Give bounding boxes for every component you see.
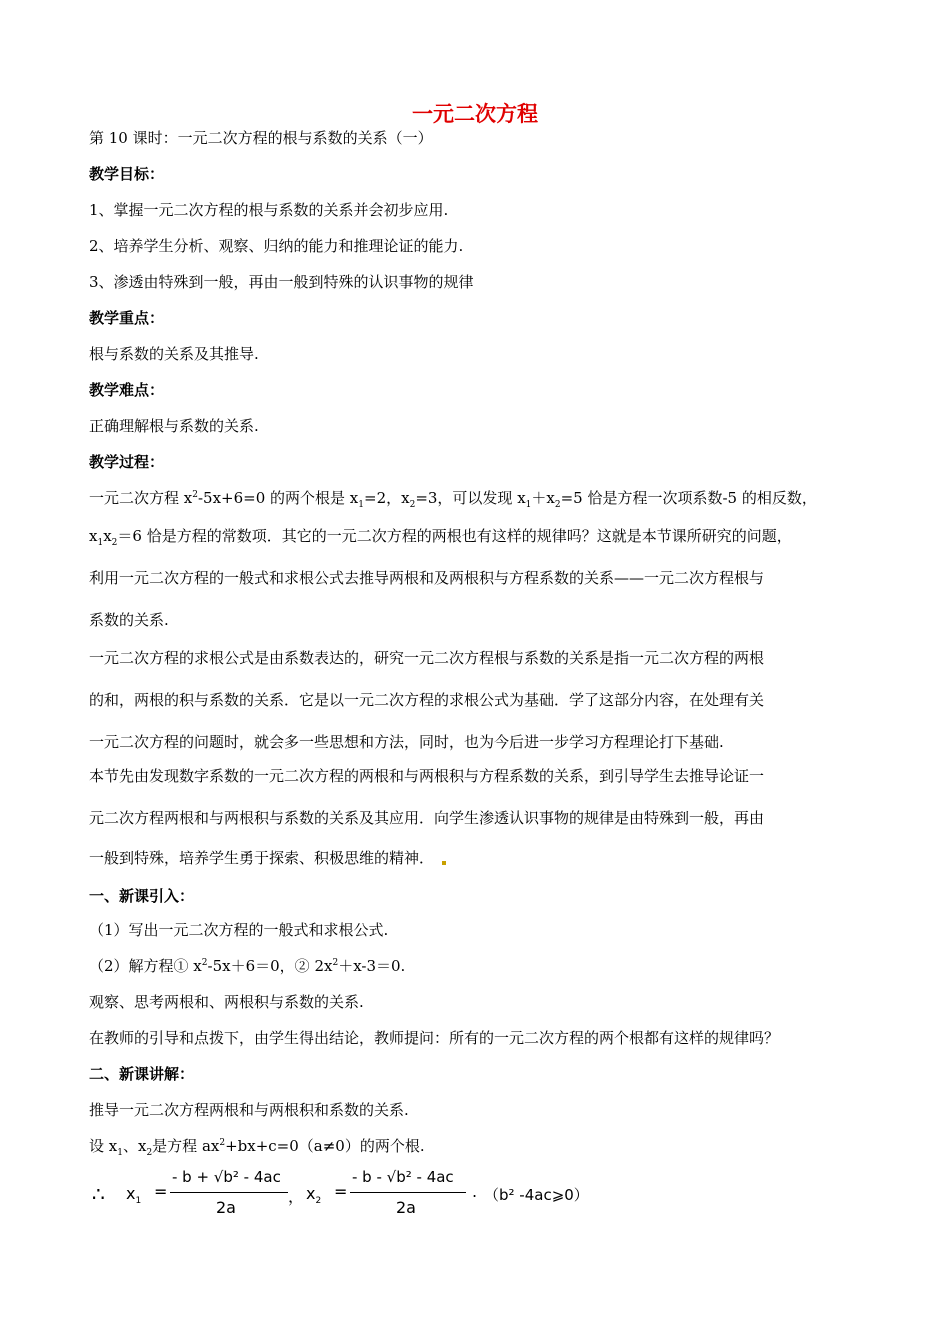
formula-x1-numerator: - b + √b² - 4ac	[172, 1168, 281, 1186]
lesson-subtitle: 第 10 课时：一元二次方程的根与系数的关系（一）	[89, 129, 433, 147]
process-paragraph-line: 一般到特殊，培养学生勇于探索、积极思维的精神．	[89, 848, 446, 868]
fraction-bar	[170, 1192, 288, 1193]
section1-guide: 在教师的引导和点拨下，由学生得出结论，教师提问：所有的一元二次方程的两个根都有这样的规律吗？	[89, 1029, 780, 1047]
formula-x2-denominator: 2a	[396, 1198, 416, 1217]
objective-item: 2、培养学生分析、观察、归纳的能力和推理论证的能力.	[89, 237, 464, 255]
decorative-dot	[442, 861, 446, 865]
process-paragraph-line: 一元二次方程的求根公式是由系数表达的，研究一元二次方程根与系数的关系是指一元二次方程的两根	[89, 649, 765, 667]
therefore-symbol: ∴	[92, 1182, 105, 1206]
keypoint-text: 根与系数的关系及其推导.	[89, 345, 259, 363]
section2-derive: 推导一元二次方程两根和与两根积和系数的关系.	[89, 1101, 409, 1119]
keypoint-heading: 教学重点：	[89, 309, 165, 327]
process-paragraph-line: $x_1x_2=6$ 恰是方程的常数项．其它的一元二次方程的两根也有这样的规律吗？这就是本节课所研究的问题，	[89, 527, 792, 548]
difficulty-heading: 教学难点：	[89, 381, 165, 399]
difficulty-text: 正确理解根与系数的关系.	[89, 417, 259, 435]
formula-x1-label: $x_1$	[126, 1184, 142, 1207]
document-title: 一元二次方程	[412, 102, 538, 126]
formula-x2-label: $x_2$	[306, 1184, 322, 1207]
formula-period: .	[472, 1182, 478, 1201]
process-paragraph-line: 一元二次方程 $x^2-5x+6=0$ 的两个根是 $x_1=2$，$x_2=3$，可以发现 $x_1+x_2=5$ 恰是方程一次项系数-5 的相反数，	[89, 489, 817, 510]
fraction-bar	[350, 1192, 466, 1193]
process-paragraph-line: 利用一元二次方程的一般式和求根公式去推导两根和及两根积与方程系数的关系——一元二次方程根与	[89, 569, 765, 587]
formula-comma: ，	[288, 1187, 305, 1206]
objective-item: 1、掌握一元二次方程的根与系数的关系并会初步应用.	[89, 201, 449, 219]
process-heading: 教学过程：	[89, 453, 165, 471]
section2-let: 设 $x_1$、$x_2$是方程 $ax^2+bx+c=0(a\ne 0)$的两个根.	[89, 1137, 425, 1158]
quadratic-root-formula	[92, 1166, 672, 1226]
formula-equals: =	[154, 1182, 168, 1201]
process-paragraph-line: 的和，两根的积与系数的关系．它是以一元二次方程的求根公式为基础．学了这部分内容，在处理有关	[89, 691, 765, 709]
process-paragraph-line: 本节先由发现数字系数的一元二次方程的两根和与两根积与方程系数的关系，到引导学生去推导论证一	[89, 767, 765, 785]
objectives-heading: 教学目标：	[89, 165, 165, 183]
section1-heading: 一、新课引入：	[89, 887, 195, 905]
process-paragraph-line: 元二次方程两根和与两根积与系数的关系及其应用．向学生渗透认识事物的规律是由特殊到一般，再由	[89, 809, 765, 827]
formula-condition: （b² -4ac⩾0）	[484, 1186, 589, 1204]
objective-item: 3、渗透由特殊到一般，再由一般到特殊的认识事物的规律	[89, 273, 474, 291]
process-paragraph-line: 一元二次方程的问题时，就会多一些思想和方法，同时，也为今后进一步学习方程理论打下基础.	[89, 733, 724, 751]
process-paragraph-line: 系数的关系.	[89, 611, 169, 629]
section2-heading: 二、新课讲解：	[89, 1065, 195, 1083]
formula-x2-numerator: - b - √b² - 4ac	[352, 1168, 454, 1186]
section1-observe: 观察、思考两根和、两根积与系数的关系.	[89, 993, 364, 1011]
formula-equals: =	[334, 1182, 348, 1201]
formula-x1-denominator: 2a	[216, 1198, 236, 1217]
section1-question: （2）解方程① $x^2-5x+6=0$，② $2x^2+x-3=0$.	[89, 957, 406, 975]
section1-question: （1）写出一元二次方程的一般式和求根公式.	[89, 921, 389, 939]
